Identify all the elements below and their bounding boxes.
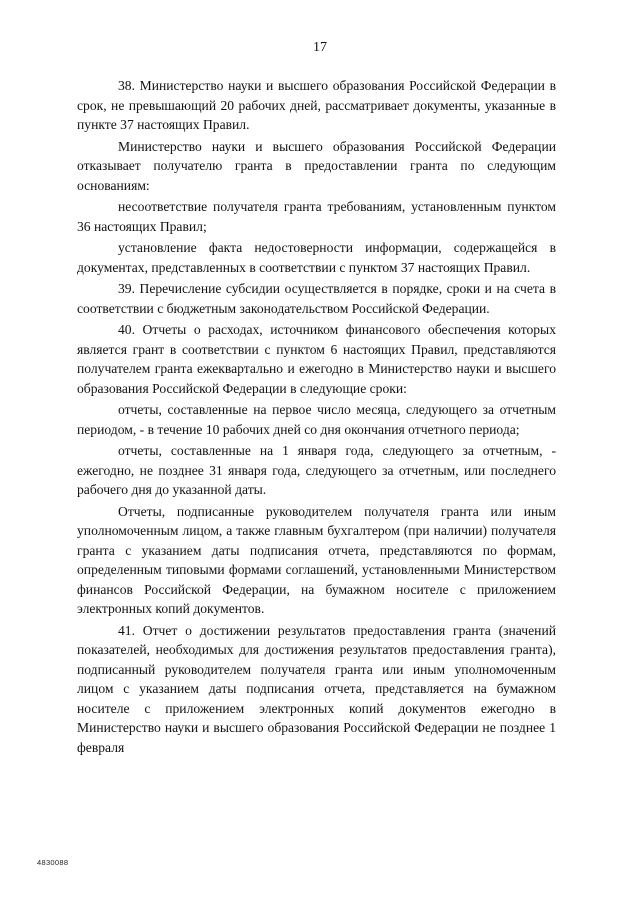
paragraph-refusal-ground-1: несоответствие получателя гранта требованиям, установленным пунктом 36 настоящих Правил; — [77, 199, 556, 234]
document-body — [77, 76, 556, 759]
paragraph-41: 41. Отчет о достижении результатов предоставления гранта (значений показателей, необходимых для достижения результатов предоставления гранта), подписанный руководителем получателя гранта или иным уполномоченным лицом с указанием даты подписания отчета, представляется на бумажном носителе с приложением электронных копий документов ежегодно в Министерство науки и высшего образования Российской Федерации не позднее 1 февраля — [77, 622, 556, 755]
paragraph-refusal-intro: Министерство науки и высшего образования Российской Федерации отказывает получателю гранта в предоставлении гранта по следующим основаниям: — [77, 138, 556, 193]
document-code: 4830088 — [37, 858, 69, 867]
page-number: 17 — [313, 40, 327, 55]
paragraph-refusal-ground-2: установление факта недостоверности информации, содержащейся в документах, представленных в соответствии с пунктом 37 настоящих Правил. — [77, 240, 556, 275]
paragraph-reports-signed: Отчеты, подписанные руководителем получателя гранта или иным уполномоченным лицом, а также главным бухгалтером (при наличии) получателя гранта с указанием даты подписания отчета, представляются по формам, определенным типовыми формами соглашений, установленными Министерством финансов Российской Федерации, на бумажном носителе с приложением электронных копий документов. — [77, 503, 556, 616]
paragraph-38: 38. Министерство науки и высшего образования Российской Федерации в срок, не превышающий 20 рабочих дней, рассматривает документы, указанные в пункте 37 настоящих Правил. — [77, 78, 556, 132]
paragraph-40: 40. Отчеты о расходах, источником финансового обеспечения которых является грант в соответствии с пунктом 6 настоящих Правил, представляются получателем гранта ежеквартально и ежегодно в Министерство науки и высшего образования Российской Федерации в следующие сроки: — [77, 322, 556, 396]
paragraph-40-annual: отчеты, составленные на 1 января года, следующего за отчетным, - ежегодно, не позднее 31 января года, следующего за отчетным, или последнего рабочего дня до указанной даты. — [77, 443, 556, 497]
paragraph-40-monthly: отчеты, составленные на первое число месяца, следующего за отчетным периодом, - в течение 10 рабочих дней со дня окончания отчетного периода; — [77, 402, 556, 437]
paragraph-39: 39. Перечисление субсидии осуществляется в порядке, сроки и на счета в соответствии с бюджетным законодательством Российской Федерации. — [77, 281, 556, 316]
